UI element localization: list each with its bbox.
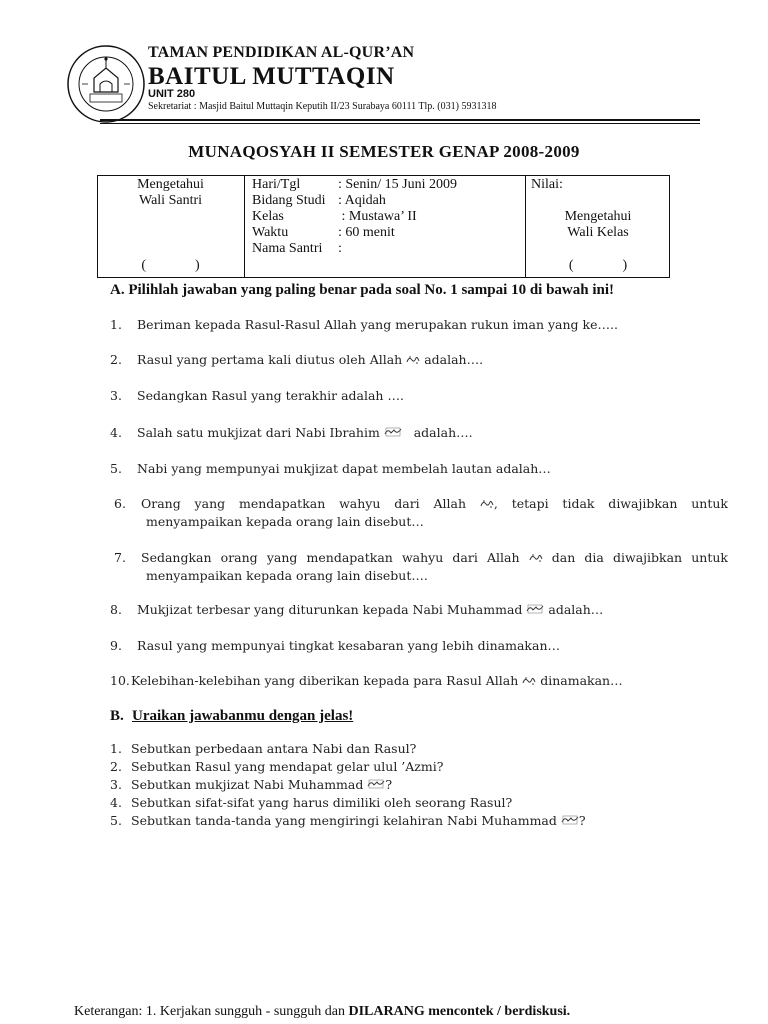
saw-calligraphy-icon — [526, 604, 544, 614]
question-item: 1. Beriman kepada Rasul-Rasul Allah yang merupakan rukun iman yang ke….. — [110, 317, 618, 332]
school-logo-emblem — [66, 44, 146, 124]
teacher-acknowledgement: Mengetahui Wali Kelas — [564, 209, 632, 240]
question-item: 8. Mukjizat terbesar yang diturunkan kepada Nabi Muhammad adalah… — [110, 602, 604, 617]
student-name-field[interactable]: : — [338, 241, 342, 256]
question-item: 7. Sedangkan orang yang mendapatkan wahyu dari Allah dan dia diwajibkan untuk menyampaikan kepada orang lain disebut…. — [114, 550, 728, 583]
question-item: 5. Nabi yang mempunyai mukjizat dapat membelah lautan adalah… — [110, 461, 551, 476]
question-item: 3. Sedangkan Rasul yang terakhir adalah …. — [110, 388, 404, 403]
saw-calligraphy-icon — [561, 815, 579, 825]
teacher-signature-field: ( ) — [568, 258, 628, 273]
swt-calligraphy-icon — [480, 498, 494, 509]
swt-calligraphy-icon — [522, 675, 536, 686]
as-calligraphy-icon — [384, 427, 402, 437]
saw-calligraphy-icon — [367, 779, 385, 789]
section-a-heading: A. Pilihlah jawaban yang paling benar pada soal No. 1 sampai 10 di bawah ini! — [110, 282, 615, 298]
org-address: Sekretariat : Masjid Baitul Muttaqin Keputih II/23 Surabaya 60111 Tlp. (031) 5931318 — [148, 101, 497, 112]
exam-details: Hari/Tgl : Senin/ 15 Juni 2009 Bidang Studi : Aqidah Kelas : Mustawa’ II Waktu : 60 menit Nama Santri : — [252, 177, 458, 256]
parent-acknowledgement: Mengetahui Wali Santri — [137, 177, 204, 208]
footer-note: Keterangan: 1. Kerjakan sungguh - sungguh dan DILARANG mencontek / berdiskusi. — [74, 1004, 571, 1019]
score-label: Nilai: — [531, 177, 563, 192]
question-item: 6. Orang yang mendapatkan wahyu dari Allah , tetapi tidak diwajibkan untuk menyampaikan kepada orang lain disebut… — [114, 496, 728, 529]
essay-item: 4. Sebutkan sifat-sifat yang harus dimiliki oleh seorang Rasul? — [110, 795, 513, 810]
header-rule-thin — [100, 123, 700, 124]
question-item: 2. Rasul yang pertama kali diutus oleh Allah adalah…. — [110, 352, 484, 367]
header-rule-thick — [100, 119, 700, 121]
section-b-heading: B. Uraikan jawabanmu dengan jelas! — [110, 708, 354, 724]
parent-signature-field: ( ) — [141, 258, 200, 273]
swt-calligraphy-icon — [406, 354, 420, 365]
essay-item: 2. Sebutkan Rasul yang mendapat gelar ulul ’Azmi? — [110, 759, 444, 774]
swt-calligraphy-icon — [529, 552, 543, 563]
question-item: 9. Rasul yang mempunyai tingkat kesabaran yang lebih dinamakan… — [110, 638, 561, 653]
question-item: 10.Kelebihan-kelebihan yang diberikan kepada para Rasul Allah dinamakan… — [110, 673, 623, 688]
essay-item: 3. Sebutkan mukjizat Nabi Muhammad ? — [110, 777, 393, 792]
org-name-title: BAITUL MUTTAQIN — [148, 63, 395, 90]
exam-title: MUNAQOSYAH II SEMESTER GENAP 2008-2009 — [188, 142, 580, 161]
org-unit: UNIT 280 — [148, 88, 196, 100]
essay-item: 1. Sebutkan perbedaan antara Nabi dan Rasul? — [110, 741, 417, 756]
table-divider — [244, 175, 245, 278]
essay-item: 5. Sebutkan tanda-tanda yang mengiringi kelahiran Nabi Muhammad ? — [110, 813, 586, 828]
question-item: 4. Salah satu mukjizat dari Nabi Ibrahim adalah…. — [110, 425, 473, 440]
org-name-line: TAMAN PENDIDIKAN AL-QUR’AN — [148, 44, 415, 61]
